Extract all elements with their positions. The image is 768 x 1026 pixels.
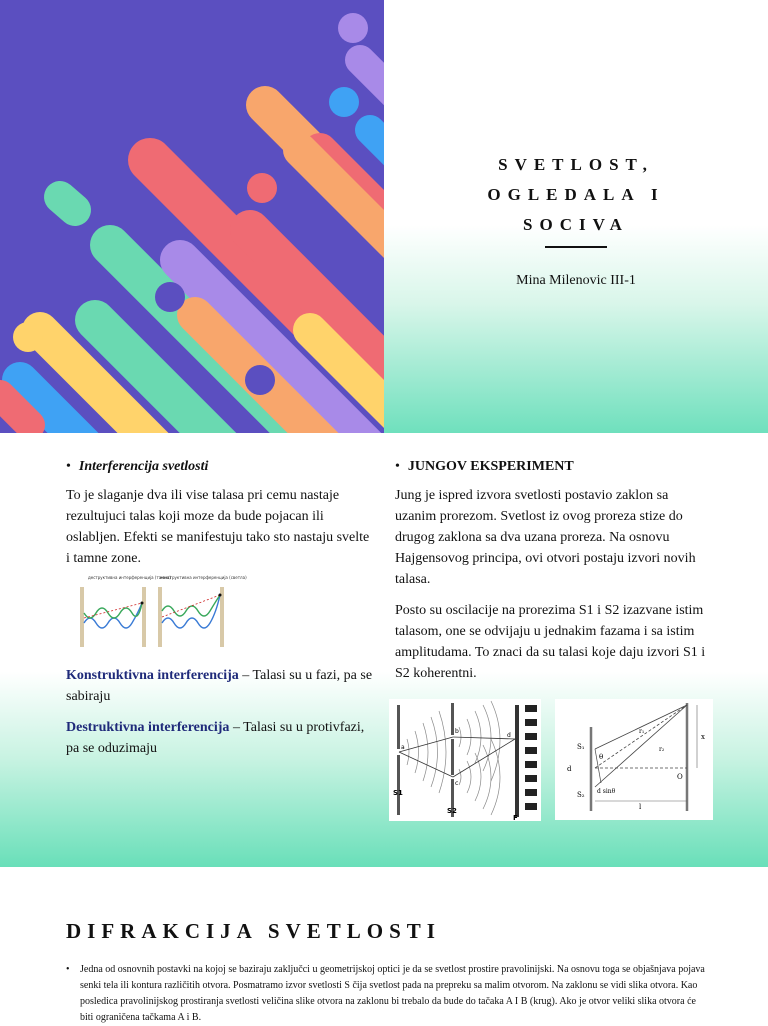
presentation-title <box>384 150 768 240</box>
fig-label-s1: S1 <box>393 789 403 797</box>
fig2-label-r2: r₂ <box>659 746 665 753</box>
fig2-label-dsin: d sinθ <box>597 788 616 795</box>
fig2-label-s1: S₁ <box>577 743 585 751</box>
fig-label-destructive: деструктивна интерференција (тамна) <box>88 575 171 580</box>
constructive-term: Konstruktivna interferencija <box>66 668 239 683</box>
double-slit-figure <box>389 699 541 821</box>
double-slit-waves-image <box>389 699 541 821</box>
fig-label-c: c <box>455 780 459 787</box>
diffraction-bullet <box>66 962 706 1026</box>
interference-paragraph: To je slaganje dva ili vise talasa pri cemu nastaje rezultujuci talas koji moze da bude pojacan ili oslabljen. Efekti se manifestuju tako sto nastaju svelte i tamne zone. <box>66 488 370 566</box>
constructive-definition <box>66 665 376 707</box>
fig-label-f: F <box>513 814 518 822</box>
destructive-definition <box>66 717 376 759</box>
young-paragraph-2: Posto su oscilacije na prorezima S1 i S2 izazvane istim talasom, one se odvijaju u jednakim fazama i sa istim amplitudama. To znaci da su talasi koje daju izvori S1 i S2 koherentni. <box>395 603 706 681</box>
title-divider <box>545 246 607 248</box>
right-column <box>395 459 710 684</box>
title-line-3: SOCIVA <box>523 215 629 234</box>
fig2-label-theta: θ <box>599 753 604 761</box>
title-slide <box>0 0 768 433</box>
destructive-text: – Talasi su u protivfazi, pa se oduzimaju <box>66 720 365 756</box>
young-experiment-heading <box>395 459 710 475</box>
interference-waves-image <box>76 573 247 651</box>
fig-label-constructive: конструктивна интерференција (светла) <box>160 575 247 580</box>
fig-label-b: b <box>455 728 459 735</box>
heading-text: JUNGOV EKSPERIMENT <box>407 459 574 474</box>
interference-heading <box>66 459 376 475</box>
fig2-label-d: d <box>567 765 572 773</box>
bullet-icon: • <box>66 459 71 474</box>
fig2-label-o: O <box>677 773 683 781</box>
fig2-label-r1: r₁ <box>639 728 645 735</box>
interference-definitions <box>66 665 376 759</box>
young-paragraph-1: Jung je ispred izvora svetlosti postavio zaklon sa uzanim prorezom. Svetlost iz ovog proreza stize do drugog zaklona sa dva uzana proreza. Na osnovu Hajgensovog principa, ovi otvori postaju izvori novih talasa. <box>395 488 696 587</box>
bullet-icon: • <box>66 964 70 975</box>
decorative-artwork <box>0 0 384 433</box>
diffraction-title: DIFRAKCIJA SVETLOSTI <box>66 919 441 943</box>
title-panel <box>384 0 768 433</box>
heading-text: Interferencija svetlosti <box>78 459 209 474</box>
path-difference-geometry-image <box>555 699 713 820</box>
fig-label-s2: S2 <box>447 807 457 815</box>
title-line-1: SVETLOST, <box>498 155 654 174</box>
fig-label-a: a <box>401 744 405 751</box>
diffraction-slide <box>0 867 768 1024</box>
fig-label-d: d <box>507 732 511 739</box>
path-difference-figure <box>555 699 713 820</box>
interference-figure <box>76 573 247 651</box>
bullet-icon: • <box>395 459 400 474</box>
abstract-stripes-image <box>0 0 384 433</box>
author-name: Mina Milenovic III-1 <box>516 273 636 288</box>
left-column <box>66 459 376 569</box>
interference-slide <box>0 433 768 867</box>
destructive-term: Destruktivna interferencija <box>66 720 230 735</box>
fig2-label-s2: S₂ <box>577 791 585 799</box>
constructive-text: – Talasi su u fazi, pa se sabiraju <box>66 668 373 704</box>
title-line-2: OGLEDALA I <box>487 185 665 204</box>
diffraction-paragraph: Jedna od osnovnih postavki na kojoj se baziraju zaključci u geometrijskoj optici je da se svetlost prostire pravolinijski. Na osnovu toga se objašnjava pojava senki tela ili kontura različitih otvora. Posmatramo izvor svetlosti S čija svetlost pada na prepreku sa malim otvorom. Na zaklonu se vidi slika otvora. Kao posledica pravolinijskog prostiranja svetlosti veličina slike otvora na zaklonu bi trebalo da bude do tačaka A I B (krug). Ako je otvor veliki slika otvora će biti ograničena tačkama A i B. <box>80 964 705 1023</box>
fig2-label-l: l <box>639 803 642 811</box>
fig2-label-x: x <box>701 733 705 741</box>
